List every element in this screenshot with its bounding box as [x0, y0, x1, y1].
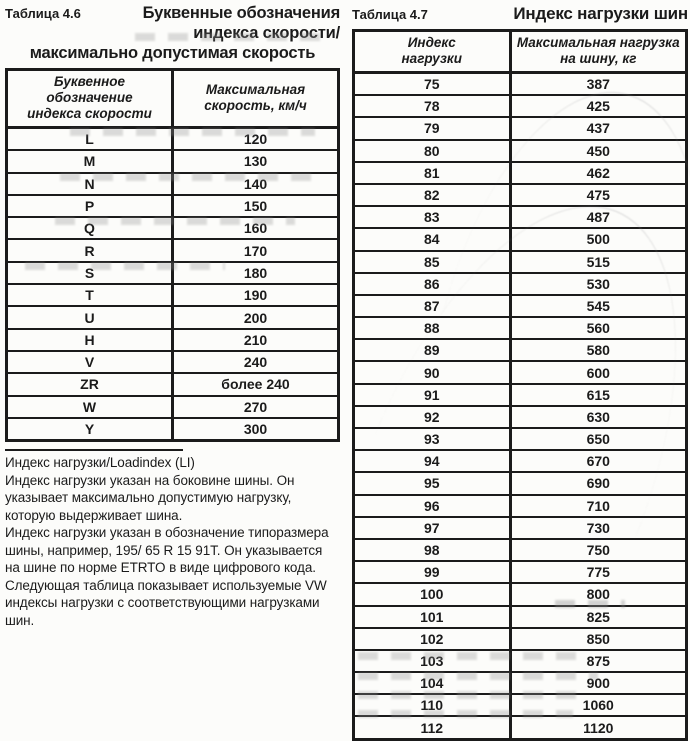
speed-value-cell: более 240 [173, 373, 339, 395]
load-value-cell: 1120 [510, 716, 687, 739]
footnote-rule [5, 449, 183, 451]
speed-letter-cell: W [7, 396, 173, 418]
load-value-cell: 900 [510, 672, 687, 694]
table-row [354, 561, 687, 583]
load-value-cell: 450 [510, 140, 687, 162]
table-row [7, 195, 339, 217]
table-row [354, 650, 687, 672]
speed-letter-cell: P [7, 195, 173, 217]
max-load-col-header: Максимальная нагрузка на шину, кг [510, 31, 687, 73]
load-index-cell: 101 [354, 606, 511, 628]
load-index-cell: 84 [354, 228, 511, 250]
speed-index-table [5, 68, 340, 442]
speed-letter-cell: S [7, 262, 173, 284]
table-row [354, 472, 687, 494]
table-row [354, 694, 687, 716]
table-row [7, 396, 339, 418]
load-index-cell: 110 [354, 694, 511, 716]
table-row [354, 117, 687, 139]
speed-letter-cell: L [7, 128, 173, 151]
table-4-6-heading [5, 4, 340, 63]
table-row [7, 284, 339, 306]
table-row [354, 206, 687, 228]
speed-letter-cell: T [7, 284, 173, 306]
speed-letter-cell: ZR [7, 373, 173, 395]
load-index-cell: 79 [354, 117, 511, 139]
table-row [354, 295, 687, 317]
load-index-cell: 93 [354, 428, 511, 450]
speed-letter-cell: U [7, 306, 173, 328]
table-row [354, 517, 687, 539]
note-paragraph-2: Индекс нагрузки указан в обозначение типоразмера шины, например, 195/ 65 R 15 91T. Он указывается на шине по норме ETRTO в виде цифрового кода. Следующая таблица показывает используемые VW индексы нагрузки с соответствующими нагрузками шин. [5, 525, 329, 628]
load-index-cell: 92 [354, 406, 511, 428]
table-row [354, 672, 687, 694]
load-value-cell: 387 [510, 73, 687, 96]
load-index-cell: 96 [354, 495, 511, 517]
speed-value-cell: 240 [173, 351, 339, 373]
table-row [7, 262, 339, 284]
speed-letter-cell: N [7, 173, 173, 195]
speed-index-table-header [7, 70, 339, 128]
table-4-6-title-line2: индекса скорости/ [193, 24, 340, 42]
table-row [354, 73, 687, 96]
load-index-cell: 86 [354, 273, 511, 295]
speed-index-col-header: Буквенное обозначение индекса скорости [7, 70, 173, 128]
load-index-cell: 80 [354, 140, 511, 162]
load-index-cell: 90 [354, 361, 511, 383]
load-index-cell: 100 [354, 583, 511, 605]
load-value-cell: 850 [510, 628, 687, 650]
table-row [7, 128, 339, 151]
load-value-cell: 750 [510, 539, 687, 561]
load-value-cell: 425 [510, 95, 687, 117]
load-value-cell: 462 [510, 162, 687, 184]
load-index-cell: 85 [354, 251, 511, 273]
table-row [7, 373, 339, 395]
speed-value-cell: 170 [173, 239, 339, 261]
load-value-cell: 730 [510, 517, 687, 539]
load-value-cell: 560 [510, 317, 687, 339]
load-index-cell: 78 [354, 95, 511, 117]
table-row [354, 228, 687, 250]
load-index-table-body [354, 73, 687, 740]
note-paragraph-1: Индекс нагрузки указан на боковине шины. Он указывает максимально допустимую нагрузку, которую выдерживает шина. [5, 472, 295, 523]
speed-letter-cell: Y [7, 418, 173, 441]
table-4-6-title-line1: Буквенные обозначения [142, 4, 340, 22]
load-index-cell: 75 [354, 73, 511, 96]
load-index-cell: 83 [354, 206, 511, 228]
speed-value-cell: 130 [173, 150, 339, 172]
load-index-table [352, 29, 688, 741]
load-value-cell: 615 [510, 384, 687, 406]
load-value-cell: 475 [510, 184, 687, 206]
speed-letter-cell: H [7, 329, 173, 351]
speed-value-cell: 180 [173, 262, 339, 284]
table-row [354, 95, 687, 117]
load-value-cell: 800 [510, 583, 687, 605]
load-index-cell: 99 [354, 561, 511, 583]
speed-letter-cell: R [7, 239, 173, 261]
table-row [7, 217, 339, 239]
table-row [354, 184, 687, 206]
load-index-cell: 87 [354, 295, 511, 317]
table-row [7, 351, 339, 373]
load-value-cell: 545 [510, 295, 687, 317]
table-row [354, 583, 687, 605]
right-column [352, 4, 688, 741]
load-index-cell: 89 [354, 339, 511, 361]
speed-value-cell: 140 [173, 173, 339, 195]
load-index-cell: 91 [354, 384, 511, 406]
load-index-cell: 102 [354, 628, 511, 650]
table-row [354, 628, 687, 650]
load-index-cell: 112 [354, 716, 511, 739]
table-row [7, 150, 339, 172]
table-row [354, 162, 687, 184]
load-value-cell: 710 [510, 495, 687, 517]
table-4-6-title-line3: максимально допустимая скорость [29, 44, 316, 62]
table-row [7, 239, 339, 261]
load-value-cell: 650 [510, 428, 687, 450]
speed-value-cell: 300 [173, 418, 339, 441]
load-value-cell: 487 [510, 206, 687, 228]
load-index-cell: 82 [354, 184, 511, 206]
load-value-cell: 875 [510, 650, 687, 672]
table-row [354, 361, 687, 383]
table-row [354, 251, 687, 273]
table-row [354, 406, 687, 428]
table-row [354, 428, 687, 450]
table-4-7-title: Индекс нагрузки шин [513, 4, 688, 23]
table-row [354, 384, 687, 406]
speed-value-cell: 190 [173, 284, 339, 306]
speed-value-cell: 270 [173, 396, 339, 418]
speed-letter-cell: V [7, 351, 173, 373]
load-value-cell: 1060 [510, 694, 687, 716]
table-row [354, 716, 687, 739]
left-column [5, 4, 340, 629]
table-row [354, 495, 687, 517]
load-index-cell: 95 [354, 472, 511, 494]
speed-letter-cell: Q [7, 217, 173, 239]
table-row [7, 329, 339, 351]
max-speed-col-header: Максимальная скорость, км/ч [173, 70, 339, 128]
table-row [354, 140, 687, 162]
table-row [354, 450, 687, 472]
table-row [354, 339, 687, 361]
table-row [7, 418, 339, 441]
table-row [354, 317, 687, 339]
load-value-cell: 500 [510, 228, 687, 250]
speed-value-cell: 160 [173, 217, 339, 239]
load-value-cell: 530 [510, 273, 687, 295]
speed-index-table-body [7, 128, 339, 441]
load-index-cell: 103 [354, 650, 511, 672]
table-row [354, 539, 687, 561]
note-loadindex-title: Индекс нагрузки/Loadindex (LI) [5, 455, 195, 471]
table-row [7, 173, 339, 195]
load-index-cell: 104 [354, 672, 511, 694]
load-value-cell: 580 [510, 339, 687, 361]
load-index-cell: 98 [354, 539, 511, 561]
table-row [7, 306, 339, 328]
table-row [354, 606, 687, 628]
load-value-cell: 690 [510, 472, 687, 494]
table-4-6-label: Таблица 4.6 [5, 6, 81, 21]
load-index-cell: 97 [354, 517, 511, 539]
load-value-cell: 600 [510, 361, 687, 383]
speed-value-cell: 120 [173, 128, 339, 151]
speed-letter-cell: M [7, 150, 173, 172]
load-index-table-header [354, 31, 687, 73]
table-row [354, 273, 687, 295]
load-value-cell: 630 [510, 406, 687, 428]
load-index-col-header: Индекс нагрузки [354, 31, 511, 73]
load-index-cell: 88 [354, 317, 511, 339]
load-value-cell: 825 [510, 606, 687, 628]
load-value-cell: 670 [510, 450, 687, 472]
table-4-7-heading [352, 4, 688, 24]
load-value-cell: 437 [510, 117, 687, 139]
load-index-cell: 94 [354, 450, 511, 472]
load-index-cell: 81 [354, 162, 511, 184]
speed-value-cell: 210 [173, 329, 339, 351]
speed-value-cell: 150 [173, 195, 339, 217]
load-value-cell: 515 [510, 251, 687, 273]
table-4-7-label: Таблица 4.7 [352, 7, 428, 22]
speed-value-cell: 200 [173, 306, 339, 328]
load-value-cell: 775 [510, 561, 687, 583]
